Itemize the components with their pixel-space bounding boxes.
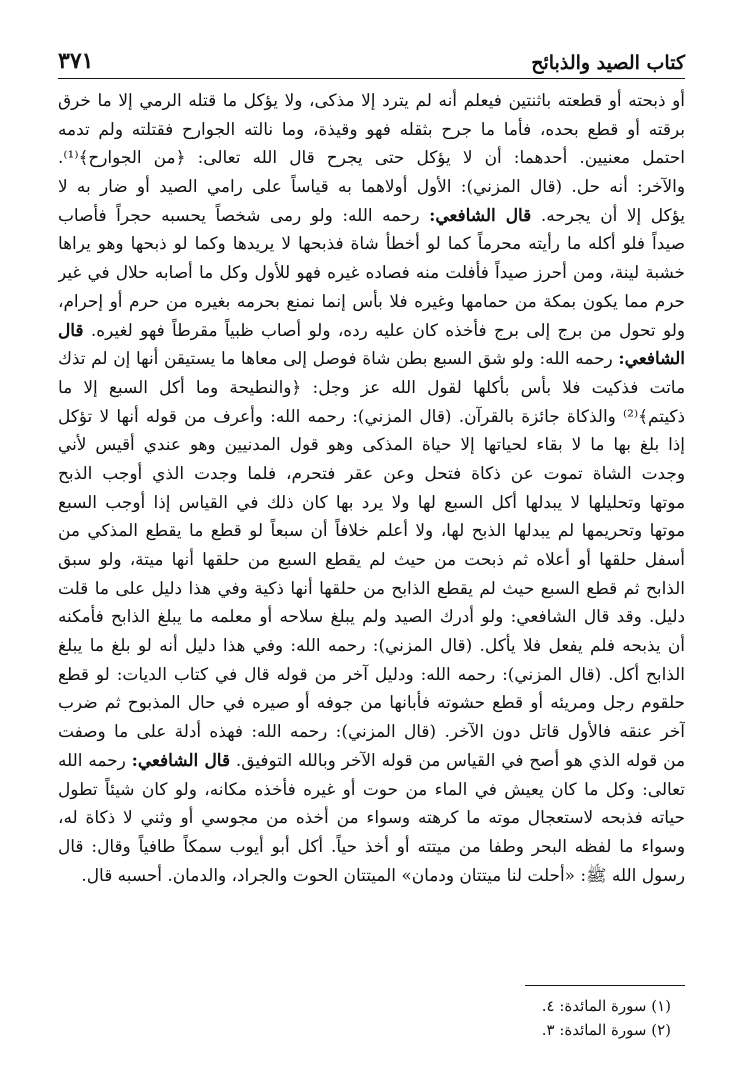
text-line: وجدت الشاة تموت عن ذكاة فتحل وعن عقر فتحرم، فلما وجدت الذي أوجب الذبح — [58, 462, 685, 483]
text-line — [58, 746, 685, 775]
text-line: تعالى: وكل ما كان يعيش في الماء من حوت أو غيره فأخذه مكانه، ولو كان شيئاً تطول — [58, 778, 685, 799]
text-line: صيداً فلو أكله ما رأيته محرماً كما لو أخطأ شاة فذبحها لا يريدها وكما لو ذبحها وهو يراها — [58, 233, 685, 254]
bold-speaker: قال — [58, 319, 84, 340]
text-segment: من قوله الذي هو أصح في القياس من قوله الآخر وبالله التوفيق. — [230, 749, 685, 770]
page-header — [58, 44, 685, 79]
text-segment: رحمه الله: ولو رمى شخصاً يحسبه حجراً فأصاب — [58, 204, 430, 225]
footnote-2: (٢) سورة المائدة: ٣. — [541, 1021, 671, 1039]
text-line: موتها وتحريمها لم يبدلها الذبح لها، ولا أعلم خلافاً أن سبعاً لو قطع ما يقطع المذكي من — [58, 520, 685, 541]
text-line: أسفل حلقها أو أعلاه ثم ذبحت من حيث لم يقطع السبع من حلقها أنها ميتة، ولو سبق — [58, 549, 685, 569]
text-line: دليل. وقد قال الشافعي: ولو أدرك الصيد ولم يبلغ سلاحه أو معلمه ما يبلغ الذابح فأمكنه — [58, 606, 685, 627]
text-line: الذابح أكل. (قال المزني): رحمه الله: ودليل آخر من قوله قال في كتاب الديات: لو قطع — [58, 663, 685, 684]
text-line: حرم مما يكون بمكة من حمامها وغيره فلا بأس إنما نمنع بحرمه بغيره من حرم أو إحرام، — [58, 290, 685, 311]
text-line: وسواء ما لفظه البحر وطفا من ميتته أو أخذ حياً. أكل أبو أيوب سمكاً طافياً وقال: قال — [58, 835, 685, 856]
text-line — [58, 316, 685, 345]
text-line: خشبة لينة، ومن أحرز صيداً فأفلت منه فصاده غيره فهو للأول وكل ما أصابه حلال في غير — [58, 262, 685, 283]
footnote-1: (١) سورة المائدة: ٤. — [541, 997, 671, 1015]
page-number: ٣٧١ — [58, 48, 94, 74]
text-line: والآخر: أنه حل. (قال المزني): الأول أولاهما به قياساً على رامي الصيد أو ضار به لا — [58, 176, 685, 197]
text-line: إذا بلغ بها ما لا بقاء لحياتها إلا حياة المذكى وهو قول المدنيين وهو عندي أقيس لأني — [58, 434, 685, 455]
footnotes — [542, 994, 671, 1042]
text-segment: يؤكل إلا أن يجرحه. — [531, 204, 685, 225]
text-line: برقته أو قطع بحده، فأما ما جرح بثقله فهو وقيذة، وما نالته الجوارح فقتلته ولم تدمه — [58, 118, 685, 139]
text-segment: رحمه الله — [58, 749, 132, 770]
text-line: ماتت فذكيت فلا بأس بأكلها لقول الله عز وجل: ﴿والنطيحة وما أكل السبع إلا ما — [58, 376, 685, 397]
bold-speaker: الشافعي: — [618, 348, 685, 369]
text-line: الذابح ثم قطع السبع حيث لم يقطع الذابح من حلقها أنها ذكية وفي هذا دليل على ما قلت — [58, 577, 685, 598]
text-line: أو ذبحته أو قطعته باثنتين فيعلم أنه لم يترد إلا مذكى، ولا يؤكل ما قتله الرمي إلا ما خرق — [58, 90, 685, 110]
text-line: آخر عنقه فالأول قاتل دون الآخر. (قال المزني): رحمه الله: فهذه أدلة على ما وصفت — [58, 721, 685, 742]
text-line — [58, 344, 685, 373]
text-line: احتمل معنيين. أحدهما: أن لا يؤكل حتى يجرح قال الله تعالى: ﴿من الجوارح﴾⁽¹⁾. — [58, 147, 685, 168]
bold-speaker: قال الشافعي: — [131, 749, 231, 770]
text-line — [58, 201, 685, 230]
text-line: موتها وتحليلها لا يبدلها أكل السبع لها ولا يرد بها كان ذلك في القياس إذا أوجب السبع — [58, 491, 685, 512]
text-line: حياته فذبحه لاستعجال موته ما كرهته وسواء من أخذه من مجوسي أو وثني لا ذكاة له، — [58, 807, 685, 828]
text-line: أن يذبحه فلم يفعل فلا يأكل. (قال المزني): رحمه الله: وفي هذا دليل أنه لو بلغ ما يبلغ — [58, 635, 685, 656]
text-line: رسول الله ﷺ: «أحلت لنا ميتتان ودمان» الميتتان الحوت والجراد، والدمان. أحسبه قال. — [81, 864, 685, 885]
bold-speaker: قال الشافعي: — [429, 204, 532, 225]
running-title: كتاب الصيد والذبائح — [531, 52, 685, 74]
main-text — [58, 86, 685, 889]
text-segment: رحمه الله: ولو شق السبع بطن شاة فوصل إلى معاها ما يستيقن أنها إن لم تذك — [58, 348, 619, 369]
text-segment: ولو تحول من برج إلى برج فأخذه كان عليه رده، ولو أصاب ظبياً مقرطاً فهو لغيره. — [83, 319, 685, 340]
footnote-separator — [525, 985, 685, 986]
text-line: حلقوم رجل ومريئه أو قطع حشوته فأبانها من جوفه أو صيره في حال المذبوح ثم ضرب — [58, 692, 685, 713]
text-line: ذكيتم﴾⁽²⁾ والذكاة جائزة بالقرآن. (قال المزني): رحمه الله: وأعرف من قوله أنها لا تؤكل — [58, 405, 685, 426]
